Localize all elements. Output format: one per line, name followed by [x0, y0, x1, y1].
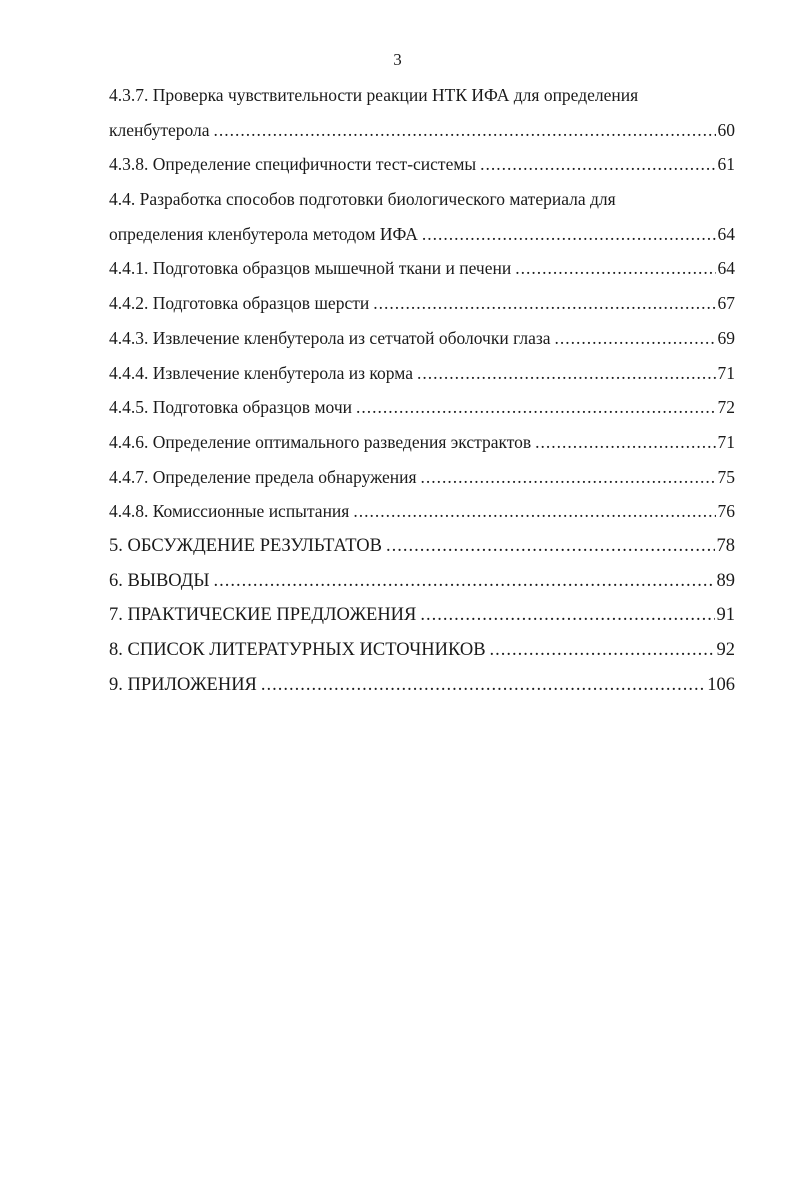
dot-leader: [417, 356, 716, 391]
toc-entry-title-line: 5. ОБСУЖДЕНИЕ РЕЗУЛЬТАТОВ: [109, 535, 382, 556]
dot-leader: [480, 147, 715, 182]
toc-page-number: 76: [717, 501, 735, 522]
toc-entry-title-line: 4.4.8. Комиссионные испытания: [109, 501, 350, 522]
toc-page-number: 60: [717, 119, 735, 140]
toc-page-number: 67: [717, 293, 735, 314]
table-of-contents: [109, 78, 735, 702]
dot-leader: [356, 390, 716, 425]
toc-entry-row: [109, 113, 735, 148]
toc-entry-title-line: 7. ПРАКТИЧЕСКИЕ ПРЕДЛОЖЕНИЯ: [109, 605, 417, 626]
toc-entry-title-line: 4.4.1. Подготовка образцов мышечной ткани и печени: [109, 258, 512, 279]
dot-leader: [515, 251, 715, 286]
toc-entry-title-line: 4.3.7. Проверка чувствительности реакции НТК ИФА для определения: [109, 85, 639, 105]
dot-leader: [386, 529, 715, 564]
dot-leader: [261, 668, 705, 703]
toc-entry-row: [109, 251, 735, 286]
toc-page-number: 106: [707, 674, 735, 695]
toc-entry: [109, 147, 735, 182]
toc-page-number: 71: [717, 431, 735, 452]
toc-entry-title-line: 4.4.3. Извлечение кленбутерола из сетчатой оболочки глаза: [109, 327, 551, 348]
toc-entry: [109, 564, 735, 599]
toc-entry: [109, 251, 735, 286]
toc-entry-title-line: определения кленбутерола методом ИФА: [109, 223, 418, 244]
dot-leader: [422, 217, 716, 252]
dot-leader: [353, 494, 715, 529]
toc-entry-row: [109, 217, 735, 252]
toc-page-number: 78: [716, 535, 735, 556]
dot-leader: [214, 113, 716, 148]
dot-leader: [420, 598, 714, 633]
toc-entry: [109, 425, 735, 460]
toc-entry-title-line: 9. ПРИЛОЖЕНИЯ: [109, 674, 257, 695]
toc-entry-row: [109, 321, 735, 356]
toc-page-number: 64: [717, 258, 735, 279]
toc-entry: [109, 494, 735, 529]
toc-entry-title-line: 4.4.5. Подготовка образцов мочи: [109, 397, 352, 418]
toc-entry: [109, 390, 735, 425]
toc-entry-row: [109, 564, 735, 599]
toc-entry: [109, 460, 735, 495]
dot-leader: [555, 321, 716, 356]
toc-entry: [109, 182, 735, 251]
toc-entry: [109, 529, 735, 564]
toc-page-number: 71: [717, 362, 735, 383]
toc-entry-title-line: 8. СПИСОК ЛИТЕРАТУРНЫХ ИСТОЧНИКОВ: [109, 640, 486, 660]
page-number: 3: [393, 50, 402, 69]
toc-entry-title-line: 4.3.8. Определение специфичности тест-системы: [109, 154, 477, 175]
toc-entry-title-line: 4.4.4. Извлечение кленбутерола из корма: [109, 362, 413, 383]
toc-entry-title-line: 4.4.6. Определение оптимального разведения экстрактов: [109, 431, 532, 452]
toc-entry-row: [109, 147, 735, 182]
toc-entry-title-line: 4.4.2. Подготовка образцов шерсти: [109, 293, 370, 314]
dot-leader: [214, 564, 715, 599]
toc-entry: [109, 321, 735, 356]
toc-entry-row: [109, 356, 735, 391]
toc-page-number: 72: [717, 397, 735, 418]
toc-page-number: 61: [717, 154, 735, 175]
toc-entry-row: [109, 286, 735, 321]
toc-entry-row: [109, 668, 735, 703]
toc-entry-row: [109, 529, 735, 564]
toc-entry-title-line: 6. ВЫВОДЫ: [109, 570, 210, 591]
toc-entry-title-line: 4.4.7. Определение предела обнаружения: [109, 466, 417, 487]
toc-entry-row: [109, 425, 735, 460]
toc-page-number: 92: [716, 640, 735, 660]
toc-page-number: 89: [716, 570, 735, 591]
toc-page-number: 69: [717, 327, 735, 348]
toc-page-number: 91: [716, 605, 735, 626]
toc-entry: [109, 633, 735, 668]
toc-entry-row: [109, 390, 735, 425]
toc-entry-title-line: 4.4. Разработка способов подготовки биологического материала для: [109, 189, 616, 210]
toc-entry: [109, 286, 735, 321]
toc-entry: [109, 356, 735, 391]
dot-leader: [535, 425, 715, 460]
toc-entry: [109, 668, 735, 703]
toc-entry: [109, 598, 735, 633]
toc-entry-row: [109, 598, 735, 633]
toc-page-number: 64: [717, 223, 735, 244]
toc-entry-row: [109, 494, 735, 529]
toc-page-number: 75: [717, 466, 735, 487]
toc-entry-row: [109, 633, 735, 668]
dot-leader: [373, 286, 715, 321]
dot-leader: [490, 633, 715, 668]
dot-leader: [421, 460, 716, 495]
toc-entry: [109, 78, 735, 147]
toc-entry-row: [109, 460, 735, 495]
toc-entry-title-line: кленбутерола: [109, 119, 210, 140]
